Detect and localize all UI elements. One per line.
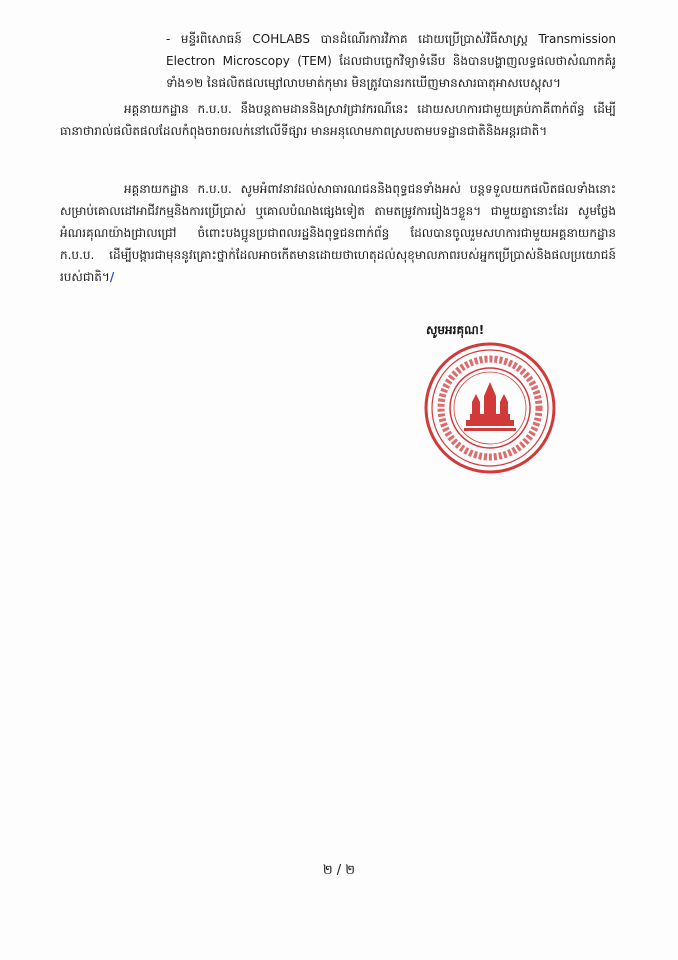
paragraph-appeal <box>60 178 616 288</box>
closing-thanks: សូមអរគុណ! <box>426 323 485 337</box>
paragraph-lab-result: - មន្ទីរពិសោធន៍ COHLABS បានដំណើរការវិភាគ ដោយប្រើប្រាស់វិធីសាស្ត្រ Transmission Electron Microscopy (TEM) ដែលជាបច្ចេកវិទ្យាទំនើប និងបានបង្ហាញលទ្ធផលថាសំណាកគំរូទាំង១២ នៃផលិតផលម្សៅលាបមាត់កុមារ មិនត្រូវបានរកឃើញមានសារធាតុអាសបេស្តុស។ <box>166 32 616 90</box>
paragraph-monitoring: អគ្គនាយកដ្ឋាន ក.ប.ប. នឹងបន្តតាមដាននិងស្រាវជ្រាវករណីនេះ ដោយសហការជាមួយគ្រប់ភាគីពាក់ព័ន្ធ ដើម្បីធានាថារាល់ផលិតផលដែលកំពុងចរាចរលក់នៅលើទីផ្សារ មានអនុលោមភាពស្របតាមបទដ្ឋានជាតិនិងអន្តរជាតិ។ <box>60 102 616 138</box>
paragraph-appeal-text: អគ្គនាយកដ្ឋាន ក.ប.ប. សូមអំពាវនាវដល់សាធារណជននិងពុទ្ធជនទាំងអស់ បន្តទទួលយកផលិតផលទាំងនោះសម្រាប់គោលដៅអាជីវកម្មនិងការប្រើប្រាស់ ឬគោលបំណងផ្សេងទៀត តាមតម្រូវការរៀងៗខ្លួន។ ជាមួយគ្នានោះដែរ សូមថ្លែងអំណរគុណយ៉ាងជ្រាលជ្រៅ ចំពោះបងប្អូនប្រជាពលរដ្ឋនិងពុទ្ធជនពាក់ព័ន្ធ ដែលបានចូលរួមសហការជាមួយអគ្គនាយកដ្ឋាន ក.ប.ប. ដើម្បីបង្ការជាមុននូវគ្រោះថ្នាក់ដែលអាចកើតមានដោយថាហេតុដល់សុខុមាលភាពរបស់អ្នកប្រើប្រាស់និងផលប្រយោជន៍របស់ជាតិ។ <box>60 182 616 284</box>
handwritten-mark: / <box>109 270 115 284</box>
page-number: ២ / ២ <box>322 863 356 878</box>
official-seal-icon <box>420 338 560 478</box>
